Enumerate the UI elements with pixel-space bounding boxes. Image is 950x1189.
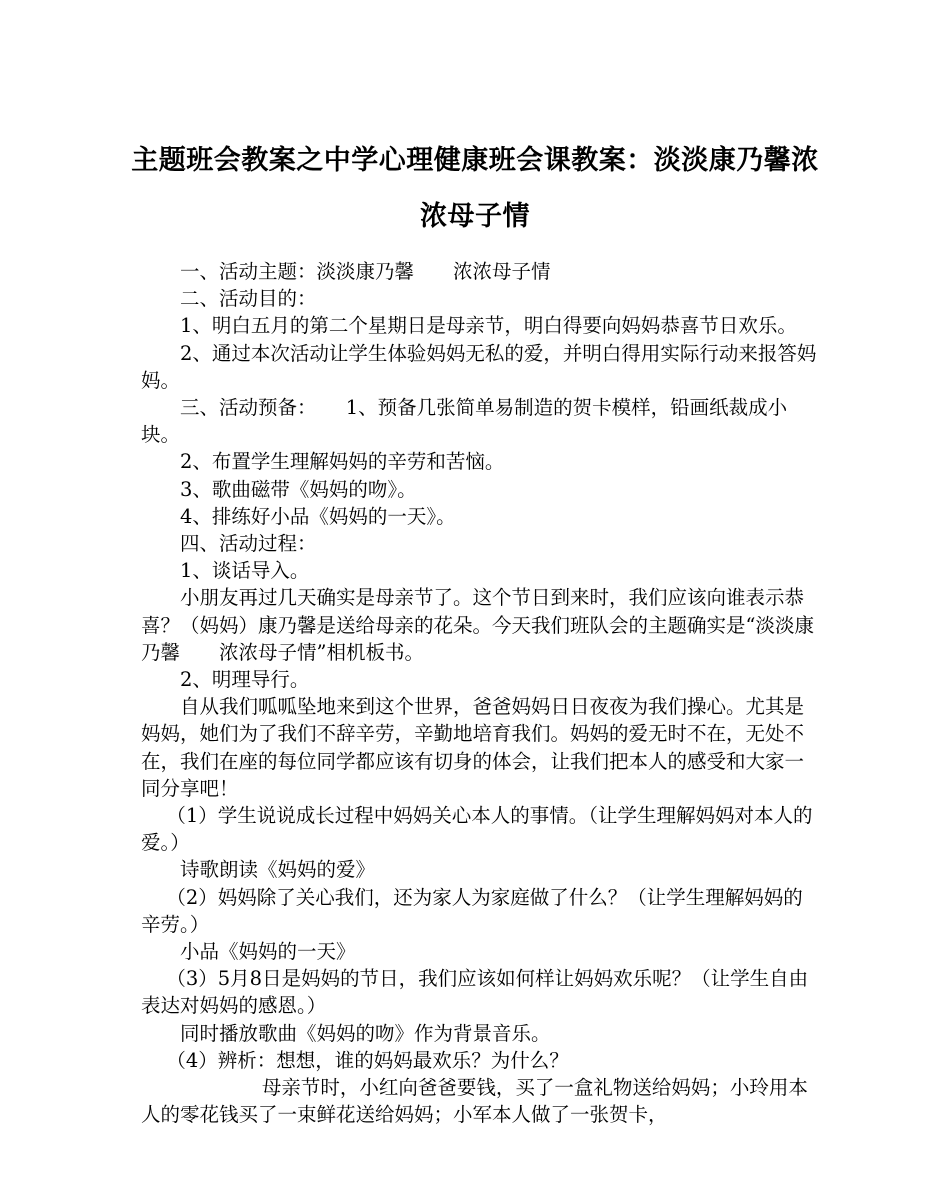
paragraph: 4、排练好小品《妈妈的一天》。	[180, 504, 456, 528]
paragraph: （1）学生说说成长过程中妈妈关心本人的事情。（让学生理解妈妈对本人的爱。）	[141, 804, 813, 855]
paragraph: 2、通过本次活动让学生体验妈妈无私的爱，并明白得用实际行动来报答妈妈。	[141, 341, 817, 392]
paragraph: 同时播放歌曲《妈妈的吻》作为背景音乐。	[180, 1021, 551, 1045]
paragraph: 1、明白五月的第二个星期日是母亲节，明白得要向妈妈恭喜节日欢乐。	[180, 314, 797, 338]
paragraph: 3、歌曲磁带《妈妈的吻》。	[180, 477, 417, 501]
paragraph: 小朋友再过几天确实是母亲节了。这个节日到来时，我们应该向谁表示恭喜？（妈妈）康乃馨是送给母亲的花朵。今天我们班队会的主题确实是“淡淡康乃馨 浓浓母子情”相机板书。	[141, 586, 814, 664]
paragraph: 自从我们呱呱坠地来到这个世界，爸爸妈妈日日夜夜为我们操心。尤其是妈妈，她们为了我们不辞辛劳，辛勤地培育我们。妈妈的爱无时不在，无处不在，我们在座的每位同学都应该有切身的体会，让我们把本人的感受和大家一同分享吧！	[141, 695, 805, 800]
paragraph: 二、活动目的：	[180, 287, 317, 311]
paragraph: （3）5月8日是妈妈的节日，我们应该如何样让妈妈欢乐呢？（让学生自由表达对妈妈的感恩。）	[141, 967, 809, 1018]
paragraph: 1、谈话导入。	[180, 559, 310, 583]
document-title: 主题班会教案之中学心理健康班会课教案：淡淡康乃馨浓浓母子情	[131, 145, 819, 232]
paragraph: 四、活动过程：	[180, 532, 317, 556]
paragraph: 诗歌朗读《妈妈的爱》	[180, 858, 376, 882]
paragraph: 2、明理导行。	[180, 668, 310, 692]
paragraph: （4）辨析：想想，谁的妈妈最欢乐？为什么？	[166, 1048, 569, 1072]
paragraph: 母亲节时，小红向爸爸要钱，买了一盒礼物送给妈妈；小玲用本人的零花钱买了一束鲜花送给妈妈；小军本人做了一张贺卡，	[141, 1076, 808, 1127]
document-body	[141, 258, 821, 1129]
paragraph: （2）妈妈除了关心我们，还为家人为家庭做了什么？（让学生理解妈妈的辛劳。）	[141, 885, 803, 936]
paragraph: 三、活动预备： 1、预备几张简单易制造的贺卡模样，铅画纸裁成小块。	[141, 396, 788, 447]
paragraph: 小品《妈妈的一天》	[180, 940, 356, 964]
paragraph: 2、布置学生理解妈妈的辛劳和苦恼。	[180, 450, 505, 474]
paragraph: 一、活动主题：淡淡康乃馨 浓浓母子情	[180, 260, 551, 283]
